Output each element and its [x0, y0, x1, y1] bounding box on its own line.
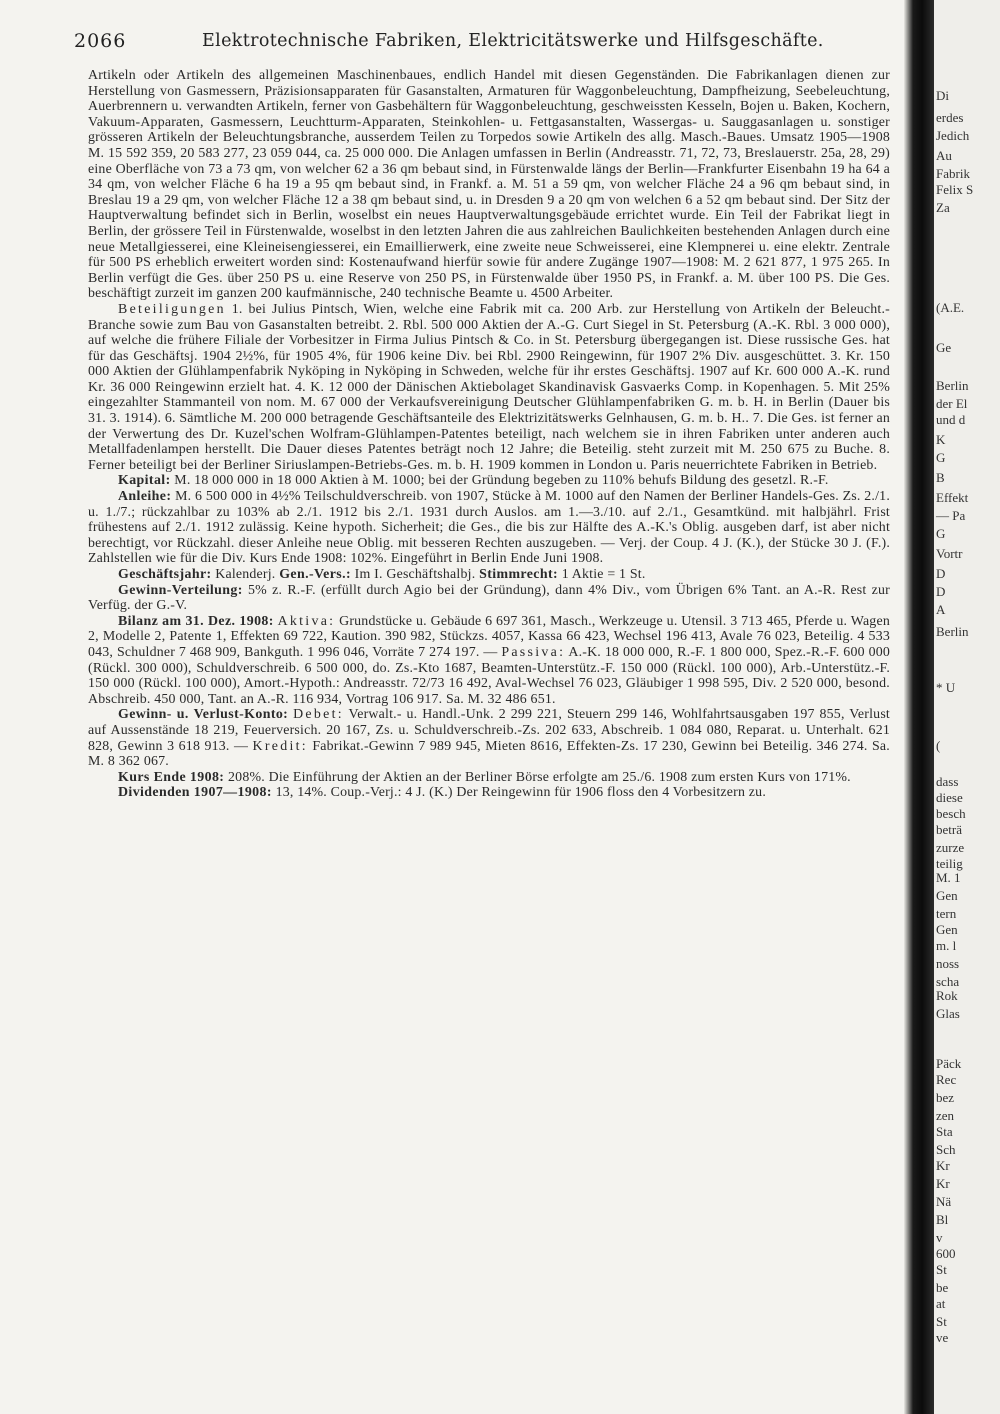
section-paragraph	[88, 473, 890, 489]
section-label: Dividenden 1907—1908:	[118, 785, 272, 801]
adjacent-page-fragment: D	[936, 566, 946, 581]
intro-paragraph: Artikeln oder Artikeln des allgemeinen Maschinenbaues, endlich Handel mit diesen Gegenständen. Die Fabrikanlagen dienen zur Herstellung von Gasmessern, Präzisionsapparaten für Gasanstalten, Armaturen für Waggonbeleuchtung, Dampfheizung, Seebeleuchtung, Auerbrennern u. verwandten Artikeln, ferner von Gasbehältern für Waggonbeleuchtung, geschweissten Kesseln, Bojen u. Baken, Kochern, Vakuum-Apparaten, Gasmessern, Leuchtturm-Apparaten, Steinkohlen- u. Fettgasanstalten, Wassergas- u. Sauggasanlagen u. sonstiger grösseren Artikeln der Beleuchtungsbranche, ausserdem Teilen zu Torpedos sowie Artikeln des allg. Masch.-Baues. Umsatz 1905—1908 M. 15 592 359, 20 583 277, 23 059 044, ca. 25 000 000. Die Anlagen umfassen in Berlin (Andreasstr. 71, 72, 73, Breslauerstr. 25a, 28, 29) eine Oberfläche von 73 a 73 qm, von welcher 62 a 36 qm bebaut sind, in Fürstenwalde längs der Berlin—Frankfurter Eisenbahn 19 ha 64 a 34 qm, von welcher Fläche 6 ha 19 a 95 qm bebaut sind, in Frankf. a. M. 51 a 59 qm, von welcher Fläche 24 a 96 qm bebaut sind, in Breslau 19 a 29 qm, von welcher Fläche 12 a 38 qm bebaut sind, u. in Dresden 9 a 20 qm von welchen 6 a 52 qm bebaut sind. Der Sitz der Hauptverwaltung befindet sich in Berlin, woselbst ein neues Hauptverwaltungsgebäude errichtet wurde. Ein Teil der Fabrikat liegt in Berlin, der grössere Teil in Fürstenwalde, woselbst in den letzten Jahren die aus zahlreichen Baulichkeiten bestehenden Anlagen durch eine neue Metallgiesserei, eine Kleineisengiesserei, ein Emaillierwerk, eine zweite neue Schweisserei, eine Klempnerei u. eine elektr. Zentrale für 500 PS erheblich erweitert worden sind: Kostenaufwand hierfür sowie für andere Zugänge 1907—1908: M. 2 621 877, 1 975 265. In Berlin verfügt die Ges. über 250 PS u. eine Reserve von 250 PS, in Fürstenwalde über 1950 PS, in Frankf. a. M. über 100 PS. Die Ges. beschäftigt zurzeit im ganzen 200 kaufmännische, 240 technische Beamte u. 4500 Arbeiter.	[88, 68, 890, 302]
adjacent-page-fragment: zurze	[936, 840, 965, 855]
section-text: M. 6 500 000 in 4½% Teilschuldverschreib. von 1907, Stücke à M. 1000 auf den Namen der Berliner Handels-Ges. Zs. 2./1. u. 1./7.; rückzahlbar zu 103% ab 2./1. 1912 bis 2./1. 1931 durch Auslos. am 1.—3./10. auf 2./1., Gesamtkünd. mit halbjährl. Frist frühestens auf 2./1. 1912 zulässig. Keine hypoth. Sicherheit; die Ges., die bis zur Hälfte des A.-K.'s Oblig. ausgeben darf, ist aber nicht berechtigt, vor Rückzahl. dieser Anleihe neue Oblig. mit besseren Rechten auszugeben. — Verj. der Coup. 4 J. (K.), der Stücke 30 J. (F.). Zahlstellen wie für die Div. Kurs Ende 1908: 102%. Eingeführt in Berlin Ende Juni 1908.	[88, 489, 890, 567]
adjacent-page-fragment: Sta	[936, 1124, 953, 1139]
adjacent-page-fragment: Glas	[936, 1006, 960, 1021]
section-label: Gen.-Vers.:	[279, 567, 351, 582]
adjacent-page-fragment: Kr	[936, 1176, 950, 1191]
adjacent-page-fragment: scha	[936, 974, 960, 989]
section-text: 13, 14%. Coup.-Verj.: 4 J. (K.) Der Reingewinn für 1906 floss den 4 Vorbesitzern zu.	[275, 785, 766, 801]
subsection-label: Passiva:	[501, 644, 566, 660]
page-header	[74, 30, 894, 52]
article-body	[88, 68, 890, 801]
adjacent-page-fragment: M. 1	[936, 870, 961, 885]
adjacent-page-fragment: * U	[936, 680, 956, 695]
adjacent-page-fragment: Felix S	[936, 182, 974, 197]
adjacent-page-fragment: Bl	[936, 1212, 949, 1227]
section-text: 1. bei Julius Pintsch, Wien, welche eine Fabrik mit ca. 200 Arb. zur Herstellung von Artikeln der Beleucht.-Branche sowie zum Bau von Gasanstalten betreibt. 2. Rbl. 500 000 Aktien der A.-G. Curt Siegel in St. Petersburg (A.-K. Rbl. 3 000 000), auf welche die frühere Filiale der Vorbesitzer in Firma Julius Pintsch & Co. in St. Petersburg übergegangen ist. Diese russische Ges. hat für das Geschäftsj. 1904 2½%, für 1905 4%, für 1906 keine Div. bei Rbl. 2900 Reingewinn, für 1907 2% Div. ausgeschüttet. 3. Kr. 150 000 Aktien der Glühlampenfabrik Nyköping in Nyköping in Schweden, welche für ihr erstes Geschäftsj. 1907 auf Kr. 600 000 A.-K. rund Kr. 36 000 Reingewinn erzielt hat. 4. K. 12 000 der Dänischen Aktiebolaget Skandinavisk Gasvaerks Comp. in Kopenhagen. 5. Mit 25% eingezahlter Stammanteil von nom. M. 67 000 der Verkaufsvereinigung Deutscher Glühlampenfabriken G. m. b. H. in Berlin (Dauer bis 31. 3. 1914). 6. Sämtliche M. 200 000 betragende Geschäftsanteile des Elektrizitätswerks Gelnhausen, G. m. b. H.. 7. Die Ges. ist ferner an der Verwertung des Dr. Kuzel'schen Wolfram-Glühlampen-Patentes beteiligt, nach welchem sie in ihren Fabriken unter anderen auch Metallfadenlampen herstellt. Die Dauer dieses Patentes beträgt noch 12 Jahre; die Beteilig. steht zurzeit mit M. 250 675 zu Buche. 8. Ferner beteiligt bei der Berliner Siriuslampen-Betriebs-Ges. m. b. H. 1909 kommen in London u. Paris neuerrichtete Fabriken in Betrieb.	[88, 301, 890, 473]
running-title: Elektrotechnische Fabriken, Elektricitätswerke und Hilfsgeschäfte.	[202, 31, 824, 51]
adjacent-page-fragment: und d	[936, 412, 966, 427]
section-paragraph	[88, 785, 890, 801]
subsection-label: Kredit:	[252, 738, 308, 754]
adjacent-page-fragment: G	[936, 450, 946, 465]
adjacent-page-fragment: Za	[936, 200, 950, 215]
section-text: Fabrikat.-Gewinn 7 989 945, Mieten 8616, Effekten-Zs. 17 230, Gewinn bei Beteilig. 346 274. Sa. M. 8 362 067.	[88, 738, 890, 770]
adjacent-page-fragment: (	[936, 738, 941, 753]
adjacent-page-fragment: Vortr	[936, 546, 963, 561]
adjacent-page-fragment: der El	[936, 396, 968, 411]
section-label: Gewinn-Verteilung:	[118, 582, 243, 598]
section-text: 1 Aktie = 1 St.	[561, 567, 646, 582]
section-label: Kapital:	[118, 473, 171, 489]
section-paragraph	[88, 707, 890, 769]
section-text: Grundstücke u. Gebäude 6 697 361, Masch., Werkzeuge u. Utensil. 3 713 465, Pferde u. Wagen 2, Modelle 2, Patente 1, Effekten 69 722, Kaution. 390 982, Stückzs. 4057, Kassa 66 423, Wechsel 196 413, Avale 76 023, Beteilig. 4 533 043, Schuldner 7 468 909, Bankguth. 1 996 046, Vorräte 7 274 197. —	[88, 613, 890, 660]
adjacent-page-fragment: Rec	[936, 1072, 957, 1087]
section-text: 208%. Die Einführung der Aktien an der Berliner Börse erfolgte am 25./6. 1908 zum ersten Kurs von 171%.	[228, 769, 851, 785]
adjacent-page-fragment: Berlin	[936, 378, 969, 393]
adjacent-page-fragment: Berlin	[936, 624, 969, 639]
adjacent-page-fragment: Ge	[936, 340, 952, 355]
section-text: Kalenderj.	[215, 567, 276, 582]
page-number: 2066	[74, 30, 127, 52]
section-paragraph	[88, 583, 890, 614]
subsection-label: Debet:	[293, 707, 344, 723]
adjacent-page-fragment: noss	[936, 956, 960, 971]
adjacent-page-fragment: B	[936, 470, 945, 485]
adjacent-page-fragment: Kr	[936, 1158, 950, 1173]
section-text: M. 18 000 000 in 18 000 Aktien à M. 1000; bei der Gründung begeben zu 110% behufs Bildung des gesetzl. R.-F.	[174, 473, 829, 489]
book-gutter	[904, 0, 934, 1414]
adjacent-page-fragment: G	[936, 526, 946, 541]
section-text: 5% z. R.-F. (erfüllt durch Agio bei der Gründung), dann 4% Div., vom Übrigen 6% Tant. an A.-R. Rest zur Verfüg. der G.-V.	[88, 582, 890, 614]
adjacent-page-fragment: ve	[936, 1330, 949, 1345]
adjacent-page-fragment: Au	[936, 148, 952, 163]
adjacent-page-fragment: A	[936, 602, 946, 617]
adjacent-page-fragment: Sch	[936, 1142, 956, 1157]
section-paragraph	[88, 567, 890, 583]
adjacent-page-fragment: tern	[936, 906, 957, 921]
adjacent-page-fragment: Effekt	[936, 490, 969, 505]
adjacent-page-fragment: zen	[936, 1108, 955, 1123]
adjacent-page-strip	[934, 0, 1000, 1414]
adjacent-page-fragment: Fabrik	[936, 166, 970, 181]
section-label: Beteiligungen	[118, 301, 226, 317]
adjacent-page-fragment: D	[936, 584, 946, 599]
adjacent-page-fragment: K	[936, 432, 946, 447]
adjacent-page-fragment: v	[936, 1230, 943, 1245]
section-paragraph	[88, 302, 890, 474]
adjacent-page-fragment: bez	[936, 1090, 955, 1105]
adjacent-page-fragment: Di	[936, 88, 949, 103]
adjacent-page-fragment: Nä	[936, 1194, 952, 1209]
section-paragraph	[88, 770, 890, 786]
adjacent-page-fragment: Päck	[936, 1056, 962, 1071]
adjacent-page-fragment: be	[936, 1280, 949, 1295]
subsection-label: Aktiva:	[277, 613, 336, 629]
adjacent-page-fragment: teilig	[936, 856, 963, 871]
adjacent-page-fragment: St	[936, 1314, 947, 1329]
section-paragraph	[88, 489, 890, 567]
adjacent-page-fragment: at	[936, 1296, 946, 1311]
adjacent-page-fragment: dass	[936, 774, 959, 789]
adjacent-page-fragment: m. l	[936, 938, 957, 953]
section-label: Anleihe:	[118, 489, 172, 505]
section-label: Kurs Ende 1908:	[118, 769, 225, 785]
section-label: Geschäftsjahr:	[118, 567, 212, 582]
adjacent-page-fragment: besch	[936, 806, 966, 821]
adjacent-page-fragment: (A.E.	[936, 300, 965, 315]
adjacent-page-fragment: Gen	[936, 888, 958, 903]
section-text: Im I. Geschäftshalbj.	[354, 567, 476, 582]
adjacent-page-fragment: Gen	[936, 922, 958, 937]
adjacent-page-fragment: 600	[936, 1246, 956, 1261]
section-text: A.-K. 18 000 000, R.-F. 1 800 000, Spez.-R.-F. 600 000 (Rückl. 300 000), Schuldverschreib. 6 500 000, do. Zs.-Kto 1687, Beamten-Unterstütz.-F. 150 000 (Rückl. 100 000), Arb.-Unterstütz.-F. 150 000 (Rückl. 100 000), Amort.-Hypoth.: Andreasstr. 72/73 16 492, Aval-Wechsel 76 023, Gläubiger 1 998 595, Div. 2 520 000, besond. Abschreib. 450 000, Tant. an A.-R. 116 934, Vortrag 106 917. Sa. M. 32 486 651.	[88, 644, 891, 707]
adjacent-page-fragment: beträ	[936, 822, 962, 837]
adjacent-page-fragment: St	[936, 1262, 947, 1277]
adjacent-page-fragment: — Pa	[936, 508, 966, 523]
section-label: Bilanz am 31. Dez. 1908:	[118, 613, 274, 629]
adjacent-page-fragment: Jedich	[936, 128, 970, 143]
adjacent-page-fragment: diese	[936, 790, 963, 805]
sections-container	[88, 302, 890, 801]
section-text: Verwalt.- u. Handl.-Unk. 2 299 221, Steuern 299 146, Wohlfahrtsausgaben 197 855, Verlust auf Aussenstände 18 219, Feuerversich. 20 167, Zs. u. Schuldverschreib.-Zs. 202 633, Abschreib. 1 084 080, Reparat. u. Unterhalt. 621 828, Gewinn 3 618 913. —	[88, 707, 890, 754]
section-label: Gewinn- u. Verlust-Konto:	[118, 707, 289, 723]
adjacent-page-fragment: Rok	[936, 988, 958, 1003]
section-paragraph	[88, 614, 890, 708]
adjacent-page-fragment: erdes	[936, 110, 964, 125]
section-label: Stimmrecht:	[479, 567, 559, 582]
